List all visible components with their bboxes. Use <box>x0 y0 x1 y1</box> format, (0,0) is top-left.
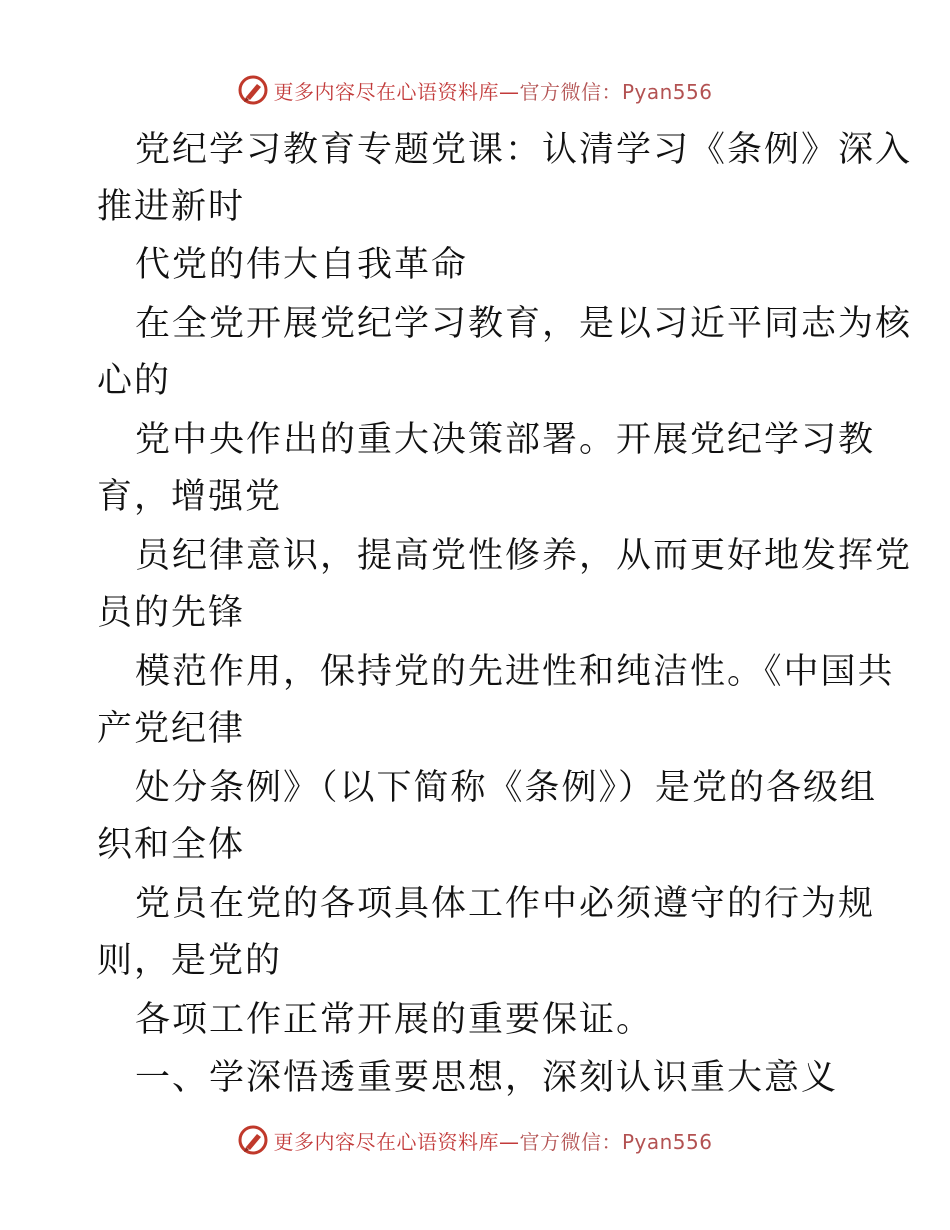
body-line: 代党的伟大自我革命 <box>135 245 469 285</box>
header-banner <box>0 70 950 110</box>
header-banner-main: 更多内容尽在心语资料库— <box>273 79 520 104</box>
body-line: 织和全体 <box>97 825 246 865</box>
body-line: 各项工作正常开展的重要保证。 <box>135 1000 654 1040</box>
body-line: 党中央作出的重大决策部署。开展党纪学习教 <box>135 420 876 460</box>
footer-banner-wechat: 官方微信：Pyan556 <box>519 1129 713 1154</box>
body-line: 在全党开展党纪学习教育，是以习近平同志为核 <box>135 304 913 344</box>
header-banner-text <box>273 76 712 105</box>
footer-banner-text <box>273 1126 712 1155</box>
body-line: 心的 <box>97 361 172 401</box>
body-line: 员的先锋 <box>97 593 246 633</box>
body-line: 处分条例》（以下简称《条例》）是党的各级组 <box>135 768 878 808</box>
body-line: 模范作用，保持党的先进性和纯洁性。《中国共 <box>135 652 895 692</box>
body-line: 党员在党的各项具体工作中必须遵守的行为规 <box>135 884 876 924</box>
section-heading: 一、学深悟透重要思想，深刻认识重大意义 <box>135 1058 839 1098</box>
body-line: 员纪律意识，提高党性修养，从而更好地发挥党 <box>135 536 913 576</box>
footer-banner-main: 更多内容尽在心语资料库— <box>273 1129 520 1154</box>
body-line: 育，增强党 <box>97 477 283 517</box>
body-line: 推进新时 <box>97 187 246 227</box>
body-line: 则，是党的 <box>97 941 283 981</box>
footer-banner <box>0 1120 950 1160</box>
body-line: 产党纪律 <box>97 709 246 749</box>
pen-logo-icon <box>237 1124 269 1156</box>
pen-logo-icon <box>237 74 269 106</box>
body-line: 党纪学习教育专题党课：认清学习《条例》深入 <box>135 130 913 170</box>
header-banner-wechat: 官方微信：Pyan556 <box>519 79 713 104</box>
